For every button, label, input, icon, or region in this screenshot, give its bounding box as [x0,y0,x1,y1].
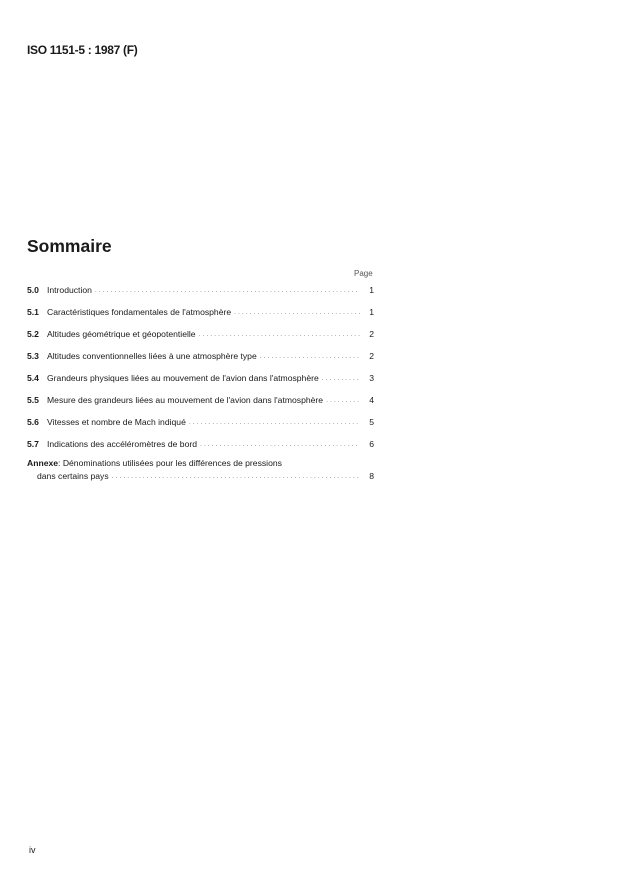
toc-entry-annex[interactable] [27,458,374,482]
toc-entry-number: 5.1 [27,307,39,317]
toc-entry-label: Mesure des grandeurs liées au mouvement de l'avion dans l'atmosphère [47,395,324,405]
dot-leader [260,353,360,360]
toc-entry-page: 1 [369,285,374,295]
dot-leader [322,375,360,382]
toc-entry-5-2[interactable] [27,323,374,345]
toc-entry-number: 5.2 [27,329,39,339]
toc-entry-number: 5.3 [27,351,39,361]
page-column-label: Page [354,269,373,278]
annex-title-line1: : Dénominations utilisées pour les différences de pressions [58,458,282,468]
footer-page-number: iv [29,845,36,855]
dot-leader [199,331,360,338]
page-title: Sommaire [27,236,112,256]
toc-entry-page: 1 [369,307,374,317]
toc-entry-number: 5.4 [27,373,39,383]
toc-entry-5-0[interactable] [27,279,374,301]
toc-entry-label: Caractéristiques fondamentales de l'atmosphère [47,307,232,317]
toc-entry-label: Indications des accéléromètres de bord [47,439,197,449]
toc-entry-5-3[interactable] [27,345,374,367]
annex-title-line2: dans certains pays [37,471,109,481]
toc-entry-number: 5.0 [27,285,39,295]
table-of-contents [27,279,374,482]
toc-entry-number: 5.5 [27,395,39,405]
document-id-header: ISO 1151-5 : 1987 (F) [27,43,138,57]
dot-leader [189,419,360,426]
dot-leader [95,287,360,294]
toc-entry-5-5[interactable] [27,389,374,411]
toc-entry-label: Introduction [47,285,92,295]
toc-entry-page: 6 [369,439,374,449]
toc-entry-page: 5 [369,417,374,427]
annex-prefix: Annexe [27,458,59,468]
toc-entry-page: 3 [369,373,374,383]
dot-leader [112,473,360,480]
toc-entry-5-7[interactable] [27,433,374,455]
dot-leader [326,397,360,404]
dot-leader [200,441,360,448]
annex-page: 8 [369,471,374,481]
toc-entry-page: 2 [369,351,374,361]
toc-entry-label: Altitudes géométrique et géopotentielle [47,329,196,339]
toc-entry-number: 5.6 [27,417,39,427]
toc-entry-label: Altitudes conventionnelles liées à une atmosphère type [47,351,257,361]
toc-entry-5-6[interactable] [27,411,374,433]
toc-entry-label: Grandeurs physiques liées au mouvement de l'avion dans l'atmosphère [47,373,319,383]
toc-entry-5-1[interactable] [27,301,374,323]
toc-entry-page: 4 [369,395,374,405]
toc-entry-5-4[interactable] [27,367,374,389]
dot-leader [234,309,360,316]
toc-entry-page: 2 [369,329,374,339]
toc-entry-label: Vitesses et nombre de Mach indiqué [47,417,186,427]
toc-entry-number: 5.7 [27,439,39,449]
